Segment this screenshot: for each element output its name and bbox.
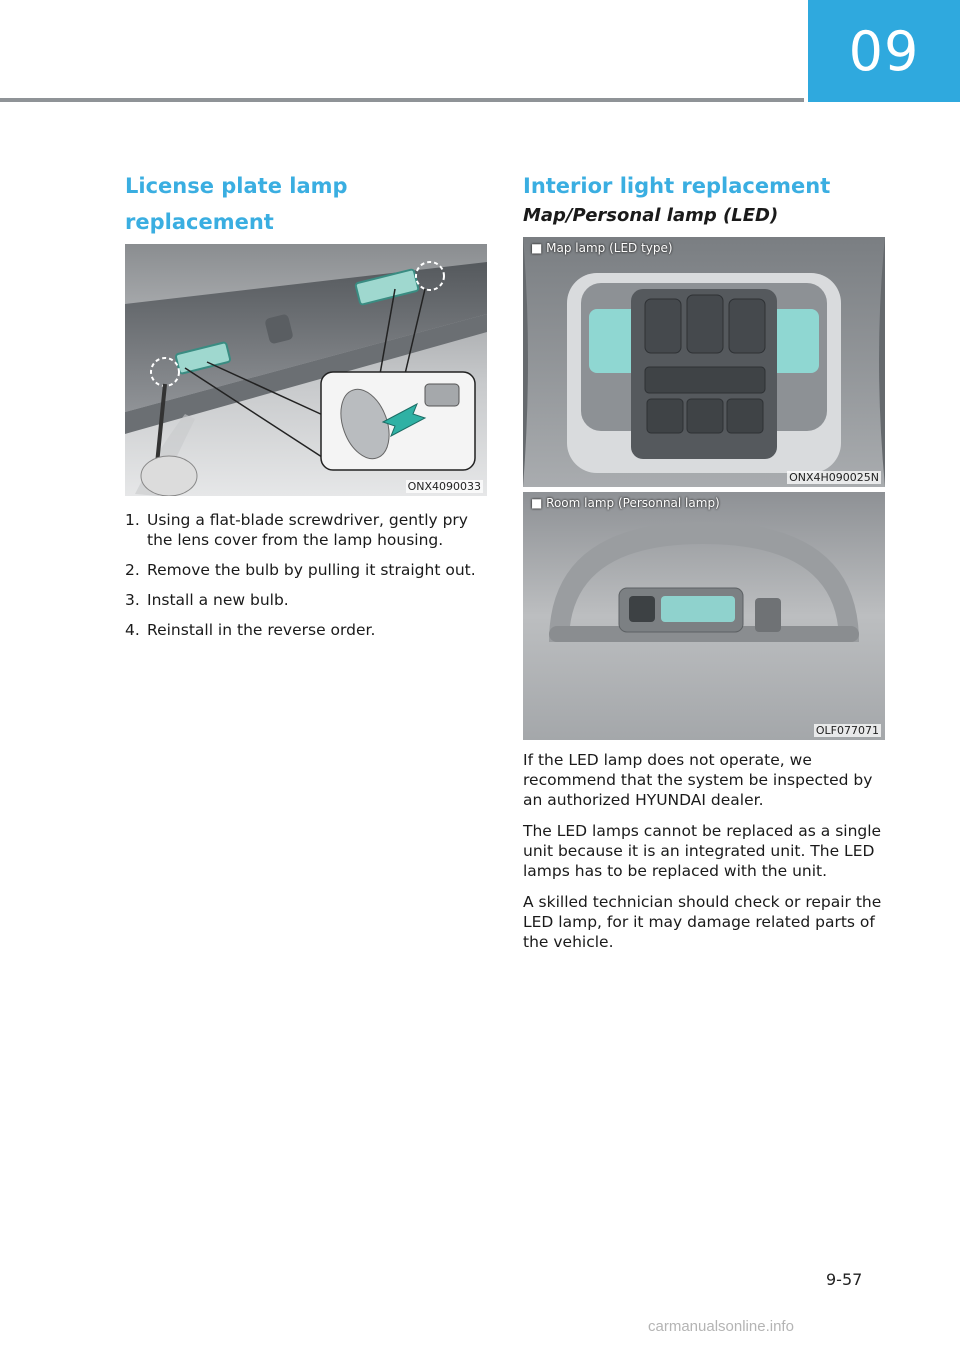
step-number: 3. <box>125 591 140 609</box>
section-title-license-plate: License plate lamp replacement <box>125 174 348 234</box>
header-rule <box>0 98 804 102</box>
figure-code: ONX4H090025N <box>789 471 879 484</box>
step-item <box>125 590 487 610</box>
step-text: Reinstall in the reverse order. <box>147 621 376 639</box>
step-text: Remove the bulb by pulling it straight out. <box>147 561 476 579</box>
step-number: 4. <box>125 621 140 639</box>
step-text: Using a flat-blade screwdriver, gently pry the lens cover from the lamp housing. <box>147 511 468 549</box>
paragraph: A skilled technician should check or repair the LED lamp, for it may damage related parts of the vehicle. <box>523 893 882 951</box>
map-lamp-figure <box>523 237 885 487</box>
step-item <box>125 620 487 640</box>
steps-list <box>125 510 487 640</box>
chapter-number: 09 <box>848 19 920 83</box>
step-item <box>125 510 487 550</box>
step-item <box>125 560 487 580</box>
step-text: Install a new bulb. <box>147 591 289 609</box>
subsection-title-map-personal-lamp: Map/Personal lamp (LED) <box>523 205 779 226</box>
license-plate-lamp-illustration <box>125 244 487 496</box>
section-title-interior-light: Interior light replacement <box>523 174 831 198</box>
figure-code: OLF077071 <box>815 724 879 737</box>
step-number: 1. <box>125 511 140 529</box>
left-column <box>125 168 487 650</box>
figure-caption: ■ Room lamp (Personnal lamp) <box>531 496 720 510</box>
paragraph: The LED lamps cannot be replaced as a single unit because it is an integrated unit. The LED lamps has to be replaced with the unit. <box>523 822 882 880</box>
step-number: 2. <box>125 561 140 579</box>
figure-code: ONX4090033 <box>407 480 481 493</box>
chapter-tab <box>808 0 960 102</box>
watermark-link[interactable]: carmanualsonline.info <box>648 1318 794 1335</box>
paragraph: If the LED lamp does not operate, we recommend that the system be inspected by an authorized HYUNDAI dealer. <box>523 751 873 809</box>
body-text <box>523 750 885 952</box>
right-column <box>523 168 885 963</box>
license-plate-lamp-figure <box>125 244 487 496</box>
page-number: 9-57 <box>826 1270 863 1289</box>
room-lamp-figure <box>523 492 885 740</box>
figure-caption: ■ Map lamp (LED type) <box>531 241 673 255</box>
map-lamp-illustration <box>523 237 885 487</box>
room-lamp-illustration <box>523 492 885 740</box>
